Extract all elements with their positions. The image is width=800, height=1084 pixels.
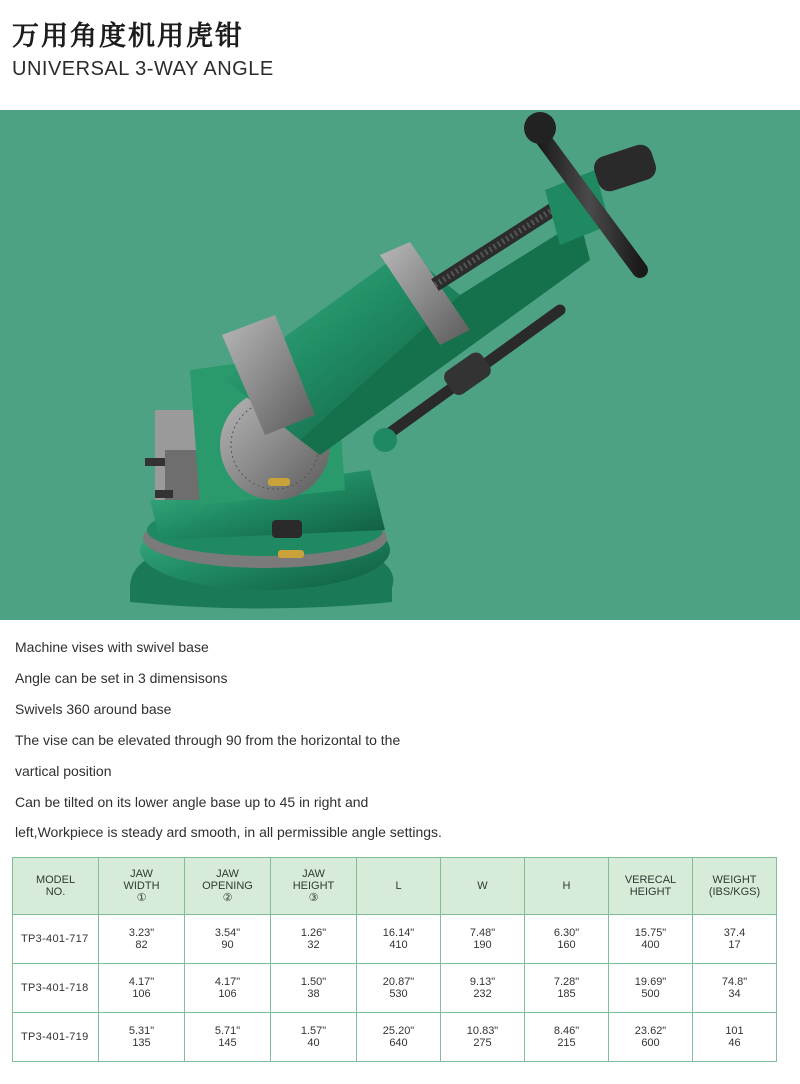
value-cell: 4.17" 106	[185, 964, 271, 1013]
value-cell: 23.62" 600	[609, 1013, 693, 1062]
value-cell: 74.8" 34	[693, 964, 777, 1013]
header-weight: WEIGHT (IBS/KGS)	[693, 858, 777, 915]
specification-table	[12, 857, 777, 1062]
value-cell: 10.83" 275	[441, 1013, 525, 1062]
feature-item: left,Workpiece is steady ard smooth, in all permissible angle settings.	[15, 824, 442, 841]
header-vertical-height: VERECAL HEIGHT	[609, 858, 693, 915]
feature-item: Angle can be set in 3 dimensisons	[15, 669, 228, 686]
value-cell: 5.31" 135	[99, 1013, 185, 1062]
feature-item: The vise can be elevated through 90 from the horizontal to the	[15, 731, 401, 748]
value-cell: 16.14" 410	[357, 915, 441, 964]
value-cell: 5.71" 145	[185, 1013, 271, 1062]
table-row	[13, 915, 777, 964]
header-l: L	[357, 858, 441, 915]
value-cell: 101 46	[693, 1013, 777, 1062]
table-row	[13, 1013, 777, 1062]
header-w: W	[441, 858, 525, 915]
value-cell: 1.50" 38	[271, 964, 357, 1013]
model-cell: TP3-401-719	[13, 1013, 99, 1062]
product-photo	[0, 110, 800, 620]
header-jaw-opening: JAW OPENING ②	[185, 858, 271, 915]
header-jaw-width: JAW WIDTH ①	[99, 858, 185, 915]
table-row	[13, 964, 777, 1013]
table-header-row	[13, 858, 777, 915]
value-cell: 15.75" 400	[609, 915, 693, 964]
feature-item: vartical position	[15, 762, 112, 779]
header-h: H	[525, 858, 609, 915]
value-cell: 9.13" 232	[441, 964, 525, 1013]
model-cell: TP3-401-718	[13, 964, 99, 1013]
value-cell: 6.30" 160	[525, 915, 609, 964]
header-jaw-height: JAW HEIGHT ③	[271, 858, 357, 915]
feature-item: Swivels 360 around base	[15, 700, 172, 717]
feature-item: Can be tilted on its lower angle base up to 45 in right and	[15, 793, 369, 810]
header-model: MODEL NO.	[13, 858, 99, 915]
value-cell: 37.4 17	[693, 915, 777, 964]
machine-vise-illustration	[0, 110, 800, 620]
value-cell: 25.20" 640	[357, 1013, 441, 1062]
value-cell: 19.69" 500	[609, 964, 693, 1013]
page-title-chinese: 万用角度机用虎钳	[12, 21, 244, 52]
feature-item: Machine vises with swivel base	[15, 639, 209, 655]
value-cell: 3.54" 90	[185, 915, 271, 964]
value-cell: 4.17" 106	[99, 964, 185, 1013]
value-cell: 7.28" 185	[525, 964, 609, 1013]
feature-list	[15, 632, 575, 848]
value-cell: 7.48" 190	[441, 915, 525, 964]
value-cell: 1.57" 40	[271, 1013, 357, 1062]
value-cell: 1.26" 32	[271, 915, 357, 964]
value-cell: 8.46" 215	[525, 1013, 609, 1062]
model-cell: TP3-401-717	[13, 915, 99, 964]
value-cell: 3.23" 82	[99, 915, 185, 964]
value-cell: 20.87" 530	[357, 964, 441, 1013]
page-title-english: UNIVERSAL 3-WAY ANGLE	[12, 58, 274, 80]
